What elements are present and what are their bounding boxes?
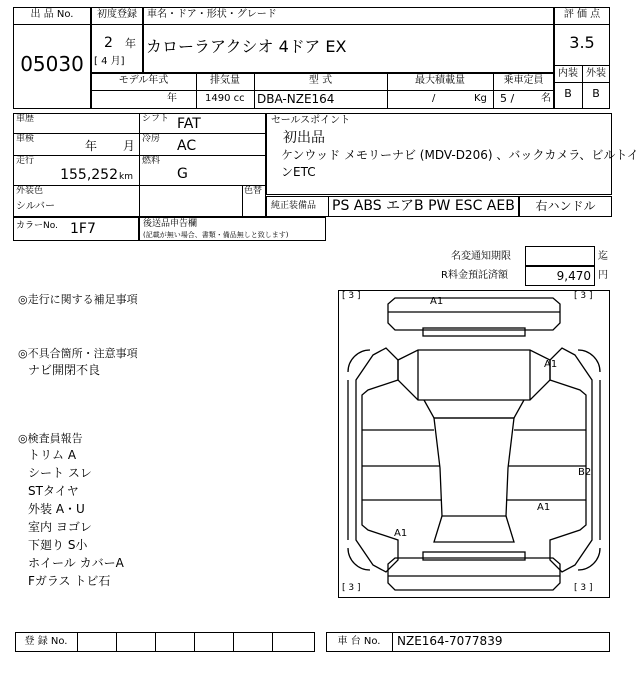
tire-mark-rear-right: [ 3 ]	[574, 583, 593, 593]
type-label: 型 式	[308, 75, 333, 86]
shift-label: シフト	[142, 114, 170, 124]
inspector-item: Fガラス トビ石	[28, 574, 111, 588]
driving-notes-label: ◎走行に関する補足事項	[18, 293, 138, 306]
lot-label: 出 品 No.	[30, 9, 74, 20]
inspector-item: ホイール カバーA	[28, 556, 124, 570]
sales-point-line3: ンETC	[281, 165, 316, 179]
defect-item: ナビ開閉不良	[28, 363, 101, 377]
damage-mark-left-rear: A1	[394, 528, 408, 539]
name-change-label: 名変通知期限	[451, 251, 511, 262]
color-no-value: 1F7	[70, 221, 96, 237]
inspection-label: 車検	[16, 134, 35, 144]
sales-point-line2: ケンウッド メモリーナビ (MDV-D206) 、バックカメラ、ビルトイ	[281, 148, 639, 162]
chassis-no-value: NZE164-7077839	[397, 634, 503, 648]
type-value: DBA-NZE164	[257, 92, 335, 106]
damage-mark-right-rear: B2	[578, 467, 592, 478]
exterior-color-value: シルバー	[16, 201, 56, 212]
max-load-label: 最大積載量	[415, 75, 465, 86]
tire-mark-front-left: [ 3 ]	[342, 291, 361, 301]
inspector-item: STタイヤ	[28, 484, 79, 498]
inspection-value: 年 月	[85, 139, 135, 153]
first-reg-month: [ 4 月]	[94, 56, 125, 67]
damage-mark-right-front: A1	[544, 359, 558, 370]
car-name-label: 車名・ドア・形状・グレード	[147, 9, 277, 20]
tire-mark-rear-left: [ 3 ]	[342, 583, 361, 593]
exterior-grade: B	[592, 87, 600, 100]
score-label: 評 価 点	[563, 9, 601, 20]
ac-label: 冷房	[142, 134, 161, 144]
inspector-item: トリム A	[28, 448, 77, 462]
lot-number: 05030	[20, 52, 84, 76]
aftermarket-note: (記載が無い場合、書類・備品無しと致します)	[143, 231, 289, 239]
fuel-value: G	[177, 166, 188, 182]
interior-label: 内装	[558, 68, 578, 79]
registration-no-label: 登 録 No.	[24, 636, 68, 647]
damage-mark-front-bumper: A1	[430, 296, 444, 307]
capacity-label: 乗車定員	[503, 75, 544, 86]
displacement-label: 排気量	[210, 75, 240, 86]
damage-mark-right-side: A1	[537, 502, 551, 513]
inspector-item: シート スレ	[28, 466, 92, 480]
history-label: 車歴	[16, 114, 35, 124]
sales-point-line1: 初出品	[283, 130, 325, 146]
defects-label: ◎不具合箇所・注意事項	[18, 347, 138, 360]
name-change-box	[525, 246, 595, 266]
mileage-value: 155,252	[60, 167, 118, 183]
model-year-label: モデル年式	[118, 75, 169, 86]
name-change-unit: 迄	[598, 251, 608, 262]
exterior-label: 外装	[586, 68, 606, 79]
interior-grade: B	[564, 87, 572, 100]
recycle-value: 9,470	[556, 269, 591, 283]
recycle-label: R料金預託済額	[441, 270, 508, 281]
color-no-label: カラーNo.	[16, 221, 58, 231]
displacement-value: 1490 cc	[205, 93, 245, 104]
first-reg-year-unit: 年	[125, 37, 136, 50]
fuel-label: 燃料	[142, 156, 161, 166]
car-name: カローラアクシオ 4ドア EX	[146, 37, 347, 56]
handle-value: 右ハンドル	[535, 199, 596, 213]
mileage-label: 走行	[16, 156, 35, 166]
inspector-item: 下廻り S小	[28, 538, 88, 552]
capacity-value: 5 /	[500, 92, 515, 105]
equipment-label: 純正装備品	[271, 201, 317, 211]
first-reg-year: 2	[104, 35, 113, 51]
max-load-value: /	[432, 93, 436, 104]
car-outline-diagram	[338, 290, 610, 598]
aftermarket-label: 後送品申告欄	[143, 219, 198, 229]
exterior-color-label: 外装色	[16, 186, 44, 196]
inspector-label: ◎検査員報告	[18, 432, 83, 445]
max-load-unit: Kg	[474, 93, 487, 104]
sales-point-label: セールスポイント	[271, 115, 351, 126]
ac-value: AC	[177, 138, 197, 154]
recycle-unit: 円	[598, 270, 608, 281]
inspector-item: 室内 ヨゴレ	[28, 520, 92, 534]
chassis-no-label: 車 台 No.	[337, 636, 381, 647]
equipment-items: PS ABS エアB PW ESC AEB	[332, 198, 515, 214]
inspector-item: 外装 A・U	[28, 502, 85, 516]
first-reg-label: 初度登録	[97, 9, 137, 20]
score-value: 3.5	[569, 33, 595, 52]
capacity-unit: 名	[541, 93, 551, 104]
color-change-label: 色替	[244, 186, 263, 196]
model-year-unit: 年	[167, 93, 177, 104]
shift-value: FAT	[177, 116, 201, 132]
mileage-unit: km	[119, 172, 133, 182]
tire-mark-front-right: [ 3 ]	[574, 291, 593, 301]
